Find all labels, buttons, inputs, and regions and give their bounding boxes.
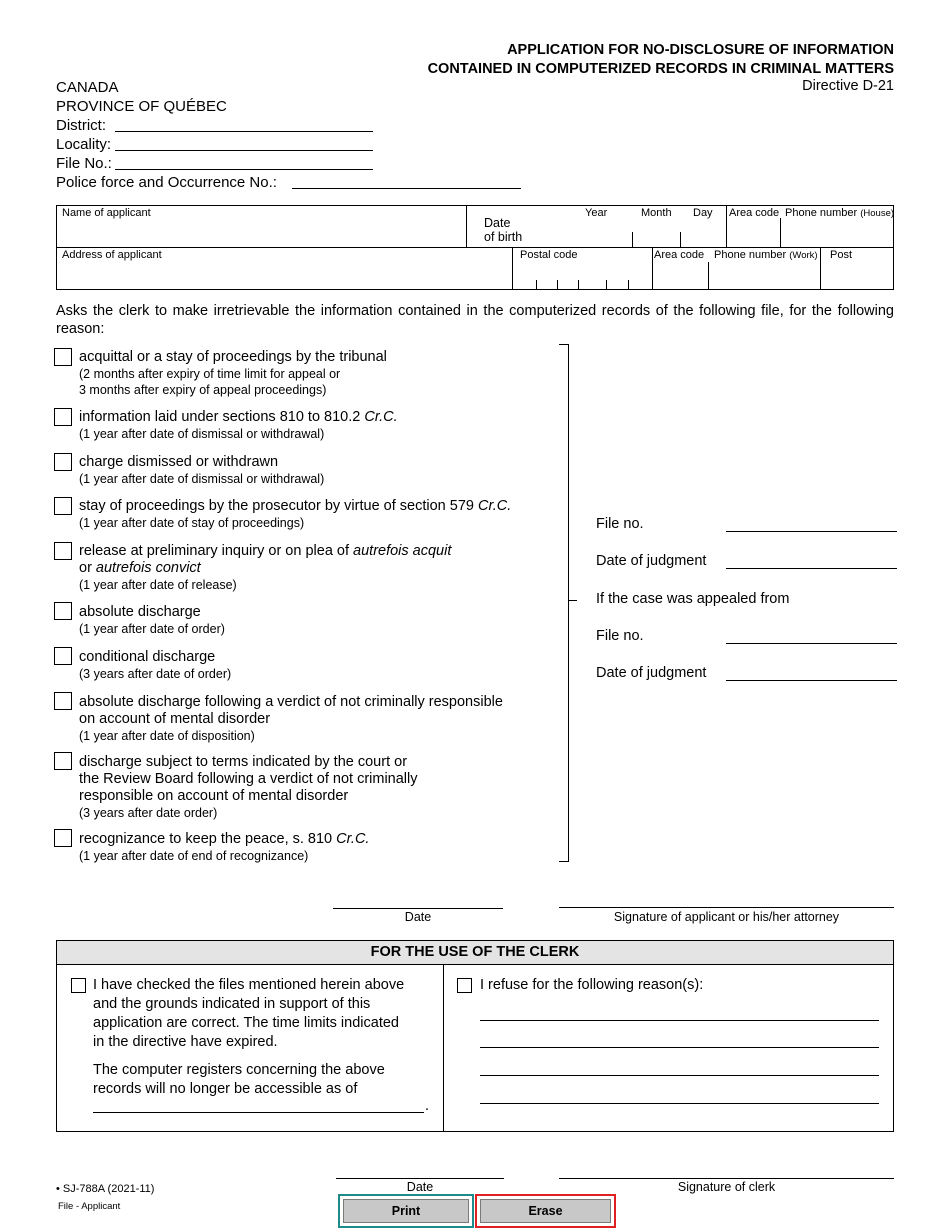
print-button-frame xyxy=(338,1194,474,1228)
date-judgment-field-2[interactable] xyxy=(726,680,897,681)
applicant-row-divider xyxy=(56,247,894,248)
postal-code-label: Postal code xyxy=(520,249,578,261)
refuse-reason-line-4[interactable] xyxy=(480,1103,879,1104)
option-main-text: recognizance to keep the peace, s. 810 xyxy=(79,831,337,847)
file-no-label: File No.: xyxy=(56,155,112,172)
clerk-date-field[interactable] xyxy=(336,1178,504,1179)
option-main-text: release at preliminary inquiry or on plea of xyxy=(79,543,354,559)
clerk-refuse-label: I refuse for the following reason(s): xyxy=(480,977,704,993)
tick xyxy=(680,232,681,247)
applicant-date-field[interactable] xyxy=(333,908,503,909)
phone-house-field[interactable] xyxy=(730,220,890,245)
option-sub: 3 months after expiry of appeal proceedings) xyxy=(79,383,327,397)
phone-work-field[interactable] xyxy=(656,262,816,288)
clerk-section xyxy=(56,940,894,1132)
divider xyxy=(820,247,821,290)
phone-house-suffix: (House) xyxy=(860,208,895,219)
year-label: Year xyxy=(585,207,608,219)
option-information-laid xyxy=(79,409,559,442)
divider xyxy=(466,205,467,247)
phone-work-text: Phone number xyxy=(714,249,787,261)
clerk-checked-line: I have checked the files mentioned herein above xyxy=(93,977,405,993)
file-no-field-1[interactable] xyxy=(726,531,897,532)
date-of-birth-field[interactable] xyxy=(530,222,725,246)
option-sub: (1 year after date of order) xyxy=(79,622,225,636)
tick xyxy=(632,232,633,247)
bracket-mid xyxy=(568,600,577,601)
option-main: acquittal or a stay of proceedings by the tribunal xyxy=(79,349,387,365)
option-sub: (1 year after date of dismissal or withdrawal) xyxy=(79,427,325,441)
option-main-text: or xyxy=(79,560,96,576)
name-field[interactable] xyxy=(60,220,462,245)
form-title-line-1: APPLICATION FOR NO-DISCLOSURE OF INFORMATION xyxy=(507,42,894,58)
option-main-italic: Cr.C. xyxy=(364,409,398,425)
clerk-signature-field[interactable] xyxy=(559,1178,894,1179)
option-main-text: information laid under sections 810 to 810.2 xyxy=(79,409,365,425)
tick xyxy=(606,280,607,290)
clerk-checked-line: application are correct. The time limits indicated xyxy=(93,1015,399,1031)
dob-label-line-2: of birth xyxy=(484,230,523,244)
name-label: Name of applicant xyxy=(62,207,151,219)
clerk-checked-line: in the directive have expired. xyxy=(93,1034,278,1050)
locality-label: Locality: xyxy=(56,136,112,153)
month-label: Month xyxy=(641,207,672,219)
post-label: Post xyxy=(830,249,853,261)
directive-label: Directive D-21 xyxy=(802,78,894,94)
copy-label: File - Applicant xyxy=(58,1201,121,1212)
clerk-heading: FOR THE USE OF THE CLERK xyxy=(57,941,893,965)
refuse-reason-line-2[interactable] xyxy=(480,1047,879,1048)
checkbox-stay-prosecutor[interactable] xyxy=(54,497,72,515)
option-main: charge dismissed or withdrawn xyxy=(79,454,279,470)
police-label: Police force and Occurrence No.: xyxy=(56,174,277,191)
option-main: the Review Board following a verdict of not criminally xyxy=(79,771,418,787)
bracket-top xyxy=(559,344,568,345)
option-sub: (1 year after date of disposition) xyxy=(79,729,255,743)
form-title xyxy=(428,41,894,79)
clerk-registers-line: The computer registers concerning the above xyxy=(93,1062,385,1078)
post-field[interactable] xyxy=(824,262,890,288)
option-main-italic: autrefois convict xyxy=(95,560,201,576)
checkbox-discharge-terms[interactable] xyxy=(54,752,72,770)
form-code: • SJ-788A (2021-11) xyxy=(56,1183,155,1195)
date-judgment-label-2: Date of judgment xyxy=(596,665,707,681)
bracket-bottom xyxy=(559,861,568,862)
clerk-divider xyxy=(443,964,444,1131)
phone-work-label xyxy=(714,249,818,262)
bracket xyxy=(568,344,569,862)
district-label: District: xyxy=(56,117,106,134)
country-label: CANADA xyxy=(56,79,119,96)
option-main-italic: Cr.C. xyxy=(336,831,370,847)
tick xyxy=(536,280,537,290)
checkbox-clerk-refuse[interactable] xyxy=(457,978,472,993)
clerk-checked-line: and the grounds indicated in support of this xyxy=(93,996,371,1012)
refuse-reason-line-3[interactable] xyxy=(480,1075,879,1076)
checkbox-charge-dismissed[interactable] xyxy=(54,453,72,471)
form-title-line-2: CONTAINED IN COMPUTERIZED RECORDS IN CRIMINAL MATTERS xyxy=(427,61,894,77)
option-discharge-terms xyxy=(79,754,559,821)
address-field[interactable] xyxy=(60,262,508,287)
option-sub: (1 year after date of stay of proceedings) xyxy=(79,516,305,530)
divider xyxy=(726,205,727,247)
option-sub: (1 year after date of release) xyxy=(79,578,237,592)
province-label: PROVINCE OF QUÉBEC xyxy=(56,98,227,115)
checkbox-release-preliminary[interactable] xyxy=(54,542,72,560)
option-main-italic: Cr.C. xyxy=(477,498,512,514)
phone-work-suffix: (Work) xyxy=(789,250,818,261)
option-stay-prosecutor xyxy=(79,498,559,531)
dob-label xyxy=(484,216,522,244)
clerk-checked-text xyxy=(93,976,404,1052)
checkbox-absolute-discharge[interactable] xyxy=(54,602,72,620)
date-label: Date xyxy=(404,910,432,924)
dob-label-line-1: Date xyxy=(484,216,511,230)
erase-button[interactable]: Erase xyxy=(480,1199,611,1223)
clerk-registers-line: records will no longer be accessible as of xyxy=(93,1081,358,1097)
tick xyxy=(578,280,579,290)
file-no-field[interactable] xyxy=(115,169,373,170)
option-sub: (3 years after date of order) xyxy=(79,667,232,681)
divider xyxy=(512,247,513,290)
option-recognizance xyxy=(79,831,559,864)
locality-field[interactable] xyxy=(115,150,373,151)
checkbox-absolute-discharge-ncr[interactable] xyxy=(54,692,72,710)
option-main: responsible on account of mental disorder xyxy=(79,788,349,804)
option-absolute-discharge xyxy=(79,604,559,637)
date-judgment-label-1: Date of judgment xyxy=(596,553,707,569)
checkbox-conditional-discharge[interactable] xyxy=(54,647,72,665)
file-no-label-1: File no. xyxy=(596,516,644,532)
area-code-label-2: Area code xyxy=(654,249,705,261)
option-main xyxy=(79,409,559,426)
checkbox-clerk-checked[interactable] xyxy=(71,978,86,993)
option-main-italic: autrefois acquit xyxy=(353,543,452,559)
checkbox-recognizance[interactable] xyxy=(54,829,72,847)
option-main: absolute discharge xyxy=(79,604,201,620)
clerk-registers-text xyxy=(93,1061,385,1099)
checkbox-information-laid[interactable] xyxy=(54,408,72,426)
phone-house-text: Phone number xyxy=(785,207,858,219)
clerk-date-label: Date xyxy=(406,1180,434,1194)
clerk-signature-label: Signature of clerk xyxy=(677,1180,776,1194)
option-sub: (1 year after date of dismissal or withdrawal) xyxy=(79,472,325,486)
period: . xyxy=(425,1098,430,1114)
option-sub: (2 months after expiry of time limit for appeal or xyxy=(79,367,341,381)
option-acquittal xyxy=(79,349,559,398)
tick xyxy=(557,280,558,290)
erase-button-frame xyxy=(475,1194,616,1228)
option-main xyxy=(79,498,559,515)
district-field[interactable] xyxy=(115,131,373,132)
police-occurrence-field[interactable] xyxy=(292,188,521,189)
refuse-reason-line-1[interactable] xyxy=(480,1020,879,1021)
option-main-text: stay of proceedings by the prosecutor by virtue of section 579 xyxy=(79,498,478,514)
option-sub: (3 years after date order) xyxy=(79,806,218,820)
date-judgment-field-1[interactable] xyxy=(726,568,897,569)
option-absolute-discharge-ncr xyxy=(79,694,559,744)
tick xyxy=(628,280,629,290)
option-main: conditional discharge xyxy=(79,649,216,665)
option-main xyxy=(79,543,559,560)
print-button[interactable]: Print xyxy=(343,1199,469,1223)
option-charge-dismissed xyxy=(79,454,559,487)
option-main: discharge subject to terms indicated by the court or xyxy=(79,754,408,770)
accessible-date-field[interactable] xyxy=(93,1112,424,1113)
divider xyxy=(652,247,653,290)
area-code-label: Area code xyxy=(729,207,780,219)
option-release-preliminary xyxy=(79,543,559,593)
option-main: on account of mental disorder xyxy=(79,711,271,727)
option-sub: (1 year after date of end of recognizance) xyxy=(79,849,309,863)
phone-house-label xyxy=(785,207,894,220)
checkbox-acquittal[interactable] xyxy=(54,348,72,366)
file-no-field-2[interactable] xyxy=(726,643,897,644)
appealed-label: If the case was appealed from xyxy=(596,591,790,607)
reason-intro: Asks the clerk to make irretrievable the information contained in the computerized records of the following file, for the following reason: xyxy=(56,303,894,337)
option-main xyxy=(79,560,559,577)
option-main: absolute discharge following a verdict of not criminally responsible xyxy=(79,694,503,710)
applicant-signature-label: Signature of applicant or his/her attorney xyxy=(613,910,840,924)
option-conditional-discharge xyxy=(79,649,559,682)
day-label: Day xyxy=(693,207,713,219)
applicant-signature-field[interactable] xyxy=(559,907,894,908)
option-main xyxy=(79,831,559,848)
file-no-label-2: File no. xyxy=(596,628,644,644)
address-label: Address of applicant xyxy=(62,249,162,261)
